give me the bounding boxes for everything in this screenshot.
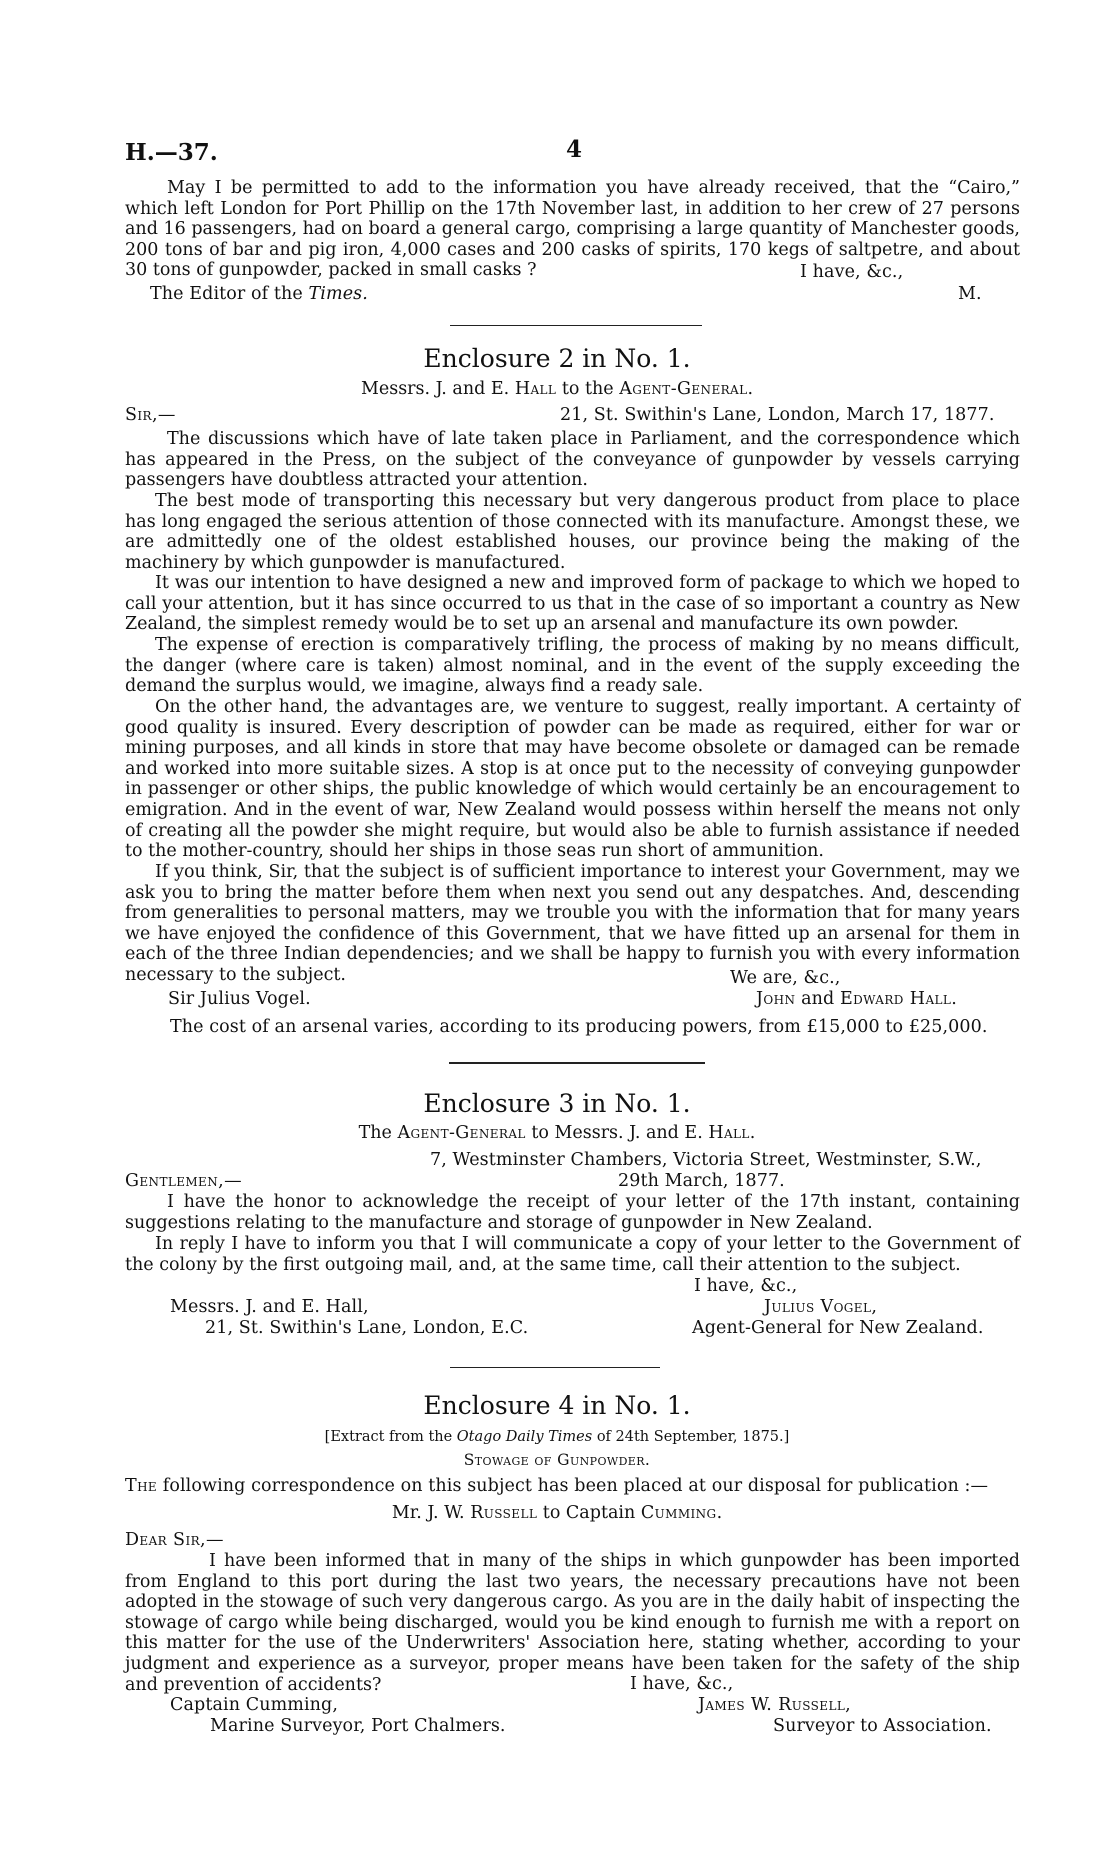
intro-paragraph: May I be permitted to add to the information you have already received, that the “Cairo,” which left London for Port Phillip on the 17th November last, in addition to her crew of 27 persons and 16 passengers, had on board a general cargo, comprising a large quantity of Manchester goods, 200 tons of bar and pig iron, 4,000 cases and 200 casks of spirits, 170 kegs of saltpetre, and about 30 tons of gunpowder, packed in small casks ? — [125, 178, 1020, 281]
enclosure-3-salutation: Gentlemen,— — [125, 1171, 242, 1191]
enclosure-4-intro: The following correspondence on this subject has been placed at our disposal for publication :— — [125, 1476, 989, 1496]
enclosure-4-salutation: Dear Sir,— — [125, 1530, 224, 1550]
enclosure-4-subtitle: Mr. J. W. Russell to Captain Cumming. — [391, 1503, 723, 1523]
enclosure-3-paragraph: I have the honor to acknowledge the receipt of your letter of the 17th instant, containing suggestions relating to the manufacture and storage of gunpowder in New Zealand. — [125, 1192, 1020, 1233]
enclosure-3-addressee-name: Messrs. J. and E. Hall, — [170, 1297, 369, 1317]
enclosure-3-signature-title: Agent-General for New Zealand. — [692, 1318, 984, 1338]
enclosure-4-signature-name: James W. Russell, — [698, 1695, 852, 1715]
enclosure-4-signature-title: Surveyor to Association. — [773, 1716, 992, 1736]
enclosure-2-title: Enclosure 2 in No. 1. — [423, 344, 691, 373]
enclosure-2-postscript: The cost of an arsenal varies, according to its producing powers, from £15,000 to £25,000. — [170, 1017, 988, 1037]
enclosure-2-paragraph: It was our intention to have designed a new and improved form of package to which we hoped to call your attention, but it has since occurred to us that in the case of so important a country as New Zealand, the simplest remedy would be to set up an arsenal and manufacture its own powder. — [125, 573, 1020, 635]
enclosure-2-paragraph: If you think, Sir, that the subject is of sufficient importance to interest your Government, may we ask you to bring the matter before them when next you send out any despatches. And, descending from generalities to personal matters, may we trouble you with the information that for many years we have enjoyed the confidence of this Government, that we have fitted up an arsenal for them in each of the three Indian dependencies; and we shall be happy to furnish you with every information necessary to the subject. — [125, 862, 1020, 985]
enclosure-2-paragraph: The best mode of transporting this necessary but very dangerous product from place to place has long engaged the serious attention of those connected with its manufacture. Amongst these, we are admittedly one of the oldest established houses, our province being the making of the machinery by which gunpowder is manufactured. — [125, 491, 1020, 573]
enclosure-3-address: 7, Westminster Chambers, Victoria Street, Westminster, S.W., — [430, 1150, 982, 1170]
intro-addressee: The Editor of the Times. — [150, 284, 368, 304]
page-number: 4 — [566, 136, 583, 163]
enclosure-2-addressee: Sir Julius Vogel. — [168, 989, 311, 1009]
enclosure-3-paragraph: In reply I have to inform you that I will communicate a copy of your letter to the Government of the colony by the first outgoing mail, and, at the same time, call their attention to the subject. — [125, 1234, 1020, 1275]
enclosure-3-closing: I have, &c., — [694, 1276, 798, 1296]
enclosure-2-signature: John and Edward Hall. — [756, 989, 957, 1009]
enclosure-2-salutation: Sir,— — [125, 405, 176, 425]
enclosure-3-date: 29th March, 1877. — [618, 1171, 785, 1191]
enclosure-3-title: Enclosure 3 in No. 1. — [423, 1089, 691, 1118]
divider — [449, 1062, 705, 1064]
enclosure-4-addressee-title: Marine Surveyor, Port Chalmers. — [210, 1716, 506, 1736]
enclosure-2-paragraph: The discussions which have of late taken place in Parliament, and the correspondence which has appeared in the Press, on the subject of the conveyance of gunpowder by vessels carrying passengers have doubtless attracted your attention. — [125, 429, 1020, 491]
enclosure-2-address-date: 21, St. Swithin's Lane, London, March 17, 1877. — [560, 405, 995, 425]
enclosure-2-paragraph: The expense of erection is comparatively trifling, the process of making by no means difficult, the danger (where care is taken) almost nominal, and in the event of the supply exceeding the demand the surplus would, we imagine, always find a ready sale. — [125, 635, 1020, 697]
intro-closing: I have, &c., — [800, 262, 904, 282]
enclosure-4-closing: I have, &c., — [630, 1674, 734, 1694]
divider — [450, 325, 702, 326]
enclosure-2-closing: We are, &c., — [730, 968, 841, 988]
enclosure-4-title: Enclosure 4 in No. 1. — [423, 1391, 691, 1420]
enclosure-4-section-title: Stowage of Gunpowder. — [463, 1451, 651, 1469]
enclosure-3-signature-name: Julius Vogel, — [764, 1297, 878, 1317]
intro-signature: M. — [958, 284, 982, 304]
enclosure-4-extract-note: [Extract from the Otago Daily Times of 24th September, 1875.] — [324, 1429, 790, 1445]
document-reference: H.—37. — [125, 139, 218, 166]
enclosure-4-addressee-name: Captain Cumming, — [170, 1695, 339, 1715]
enclosure-3-subtitle: The Agent-General to Messrs. J. and E. Hall. — [358, 1123, 756, 1143]
divider — [450, 1367, 660, 1368]
enclosure-3-addressee-address: 21, St. Swithin's Lane, London, E.C. — [205, 1318, 529, 1338]
enclosure-2-paragraph: On the other hand, the advantages are, we venture to suggest, really important. A certainty of good quality is insured. Every description of powder can be made as required, either for war or mining purposes, and all kinds in store that may have become obsolete or damaged can be remade and worked into more suitable sizes. A stop is at once put to the necessity of conveying gunpowder in passenger or other ships, the public knowledge of which would certainly be an encouragement to emigration. And in the event of war, New Zealand would possess within herself the means not only of creating all the powder she might require, but would also be able to furnish assistance if needed to the mother-country, should her ships in those seas run short of ammunition. — [125, 697, 1020, 862]
enclosure-2-subtitle: Messrs. J. and E. Hall to the Agent-General. — [360, 379, 754, 399]
enclosure-4-paragraph: I have been informed that in many of the ships in which gunpowder has been imported from England to this port during the last two years, the necessary precautions have not been adopted in the stowage of such very dangerous cargo. As you are in the daily habit of inspecting the stowage of cargo while being discharged, would you be kind enough to furnish me with a report on this matter for the use of the Underwriters' Association here, stating whether, according to your judgment and experience as a surveyor, proper means have been taken for the safety of the ship and prevention of accidents? — [125, 1551, 1020, 1695]
